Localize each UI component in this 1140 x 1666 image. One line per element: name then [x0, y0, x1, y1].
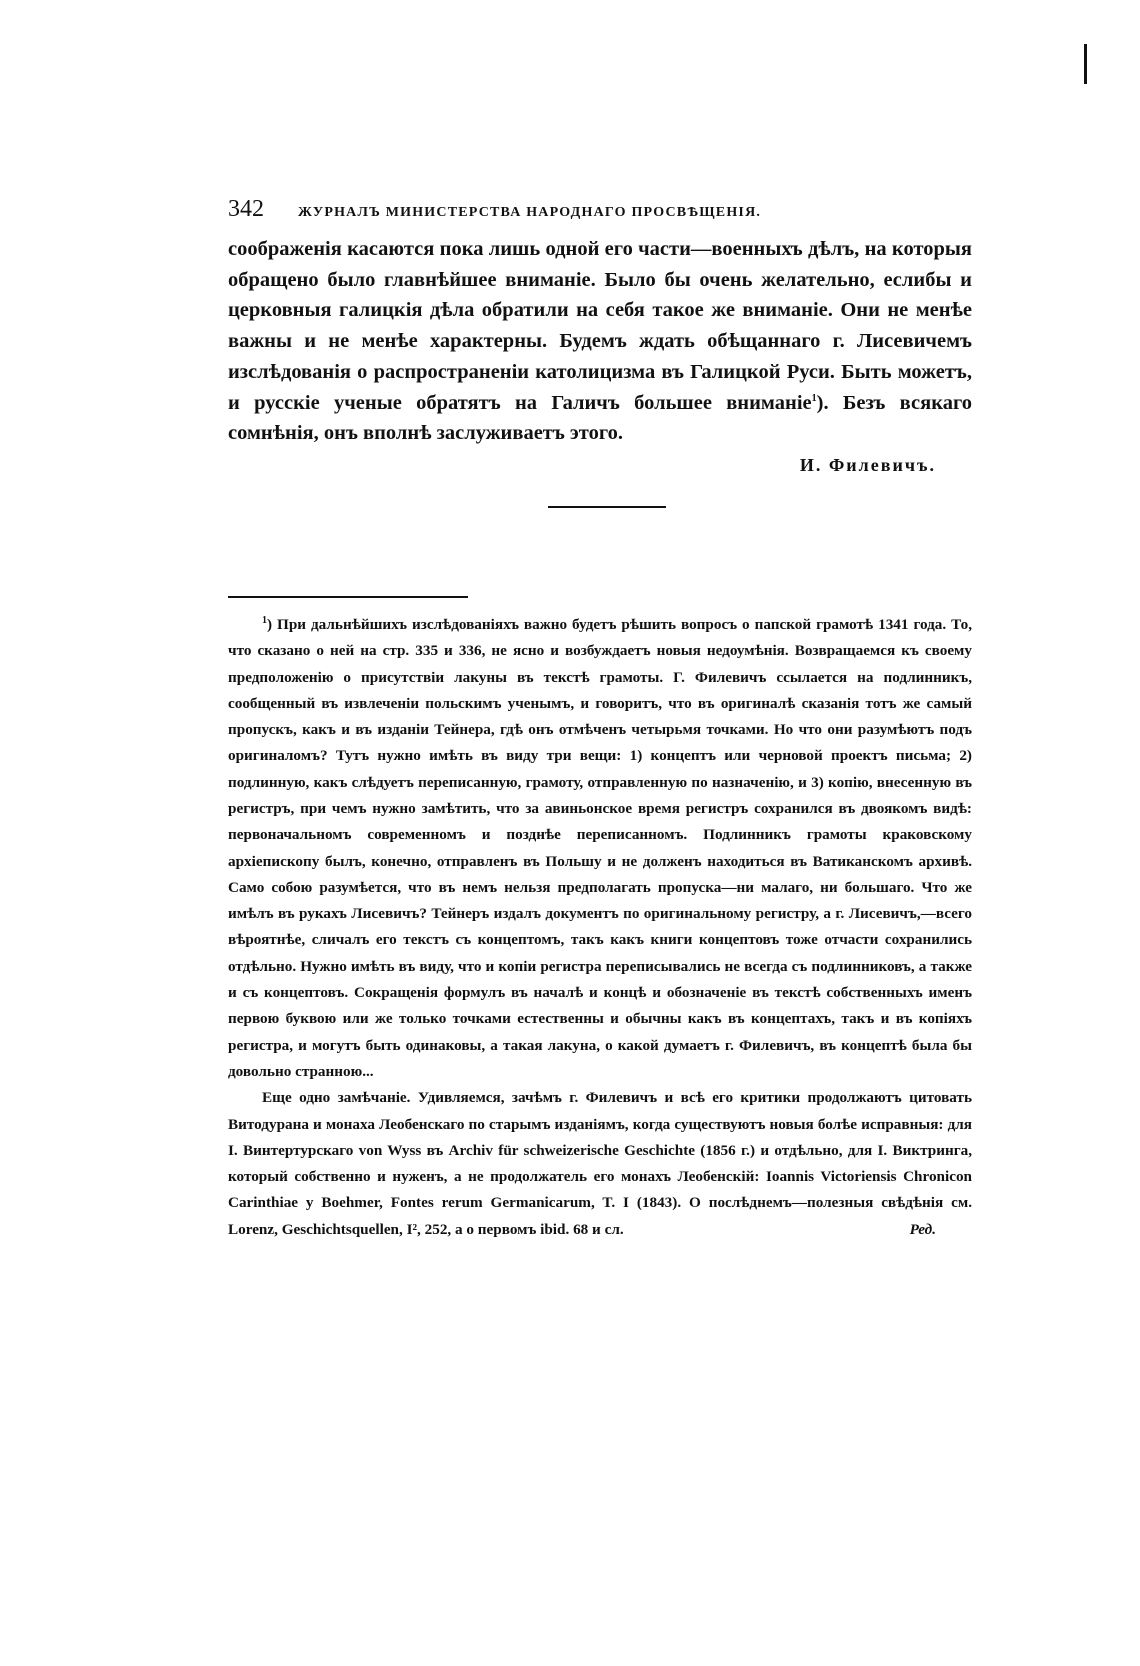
page-edge-mark — [1084, 44, 1087, 84]
book-page — [228, 196, 972, 1243]
footnote-text: ) При дальнѣйшихъ изслѣдованіяхъ важно будетъ рѣшить вопросъ о папской грамотѣ 1341 года. То, что сказано о ней на стр. 335 и 336, не ясно и возбуждаетъ новыя недоумѣнія. Возвращаемся къ своему предположенію о присутствіи лакуны въ текстѣ грамоты. Г. Филевичъ ссылается на подлинникъ, сообщенный въ извлеченіи польскимъ ученымъ, и говоритъ, что въ оригиналѣ сказанія тотъ же самый пропускъ, какъ и въ изданіи Тейнера, гдѣ онъ отмѣченъ четырьмя точками. Но что они разумѣютъ подъ оригиналомъ? Тутъ нужно имѣть въ виду три вещи: 1) концептъ или черновой проектъ письма; 2) подлинную, какъ слѣдуетъ переписанную, грамоту, отправленную по назначенію, и 3) копію, внесенную въ регистръ, при чемъ нужно замѣтить, что за авиньонское время регистръ сохранился въ двоякомъ видѣ: первоначальномъ современномъ и позднѣе переписанномъ. Подлинникъ грамоты краковскому архіепископу былъ, конечно, отправленъ въ Польшу и не долженъ находиться въ Ватиканскомъ архивѣ. Само собою разумѣется, что въ немъ нельзя предполагать пропуска—ни малаго, ни большаго. Что же имѣлъ въ рукахъ Лисевичъ? Тейнеръ издалъ документъ по оригинальному регистру, а г. Лисевичъ,—всего вѣроятнѣе, сличалъ его текстъ съ концептомъ, такъ какъ книги концептовъ тоже отчасти сохранились отдѣльно. Нужно имѣть въ виду, что и копіи регистра переписывались не всегда съ подлинниковъ, а также и съ концептовъ. Сокращенія формулъ въ началѣ и концѣ и обозначеніе въ текстѣ собственныхъ именъ первою буквою или же только точками естественны и обычны какъ въ концептахъ, такъ и въ копіяхъ регистра, и могутъ быть одинаковы, а такая лакуна, о какой думаетъ г. Филевичъ, въ концептѣ была бы довольно странною... — [228, 615, 972, 1080]
page-number: 342 — [228, 196, 264, 222]
main-text — [228, 234, 972, 449]
footnote-divider — [228, 596, 468, 598]
main-text-body: соображенія касаются пока лишь одной его части—военныхъ дѣлъ, на которыя обращено было главнѣйшее вниманіе. Было бы очень желательно, еслибы и церковныя галицкія дѣла обратили на себя такое же вниманіе. Они не менѣе важны и не менѣе характерны. Будемъ ждать обѣщаннаго г. Лисевичемъ изслѣдованія о распространеніи католицизма въ Галицкой Руси. Быть можетъ, и русскіе ученые обратятъ на Галичъ большее вниманіе — [228, 238, 972, 414]
journal-title: ЖУРНАЛЪ МИНИСТЕРСТВА НАРОДНАГО ПРОСВѢЩЕНІЯ. — [298, 205, 762, 220]
editor-note — [228, 1085, 972, 1243]
footnote — [228, 612, 972, 1085]
editor-signature: Ред. — [909, 1220, 936, 1238]
section-divider — [548, 506, 666, 508]
footnote-marker: 1 — [262, 614, 267, 626]
author-signature: И. Филевичъ. — [799, 454, 936, 475]
footnote-reference[interactable]: 1 — [811, 392, 817, 404]
main-text-end: ). Безъ всякаго сомнѣнія, онъ вполнѣ заслуживаетъ этого. — [228, 391, 972, 445]
running-head — [228, 196, 972, 230]
editor-note-text: Еще одно замѣчаніе. Удивляемся, зачѣмъ г. Филевичъ и всѣ его критики продолжаютъ цитовать Витодурана и монаха Леобенскаго по старымъ изданіямъ, когда существуютъ новыя болѣе исправныя: для I. Винтертурскаго von Wyss въ Archiv für schweizerische Geschichte (1856 г.) и отдѣльно, для I. Виктринга, который собственно и нуженъ, а не продолжатель его монахъ Леобенскій: Ioannis Victoriensis Chronicon Carinthiae y Boehmer, Fontes rerum Germanicarum, T. I (1843). О послѣднемъ—полезныя свѣдѣнія см. Lorenz, Geschichtsquellen, I², 252, а о первомъ ibid. 68 и сл. — [228, 1089, 972, 1238]
